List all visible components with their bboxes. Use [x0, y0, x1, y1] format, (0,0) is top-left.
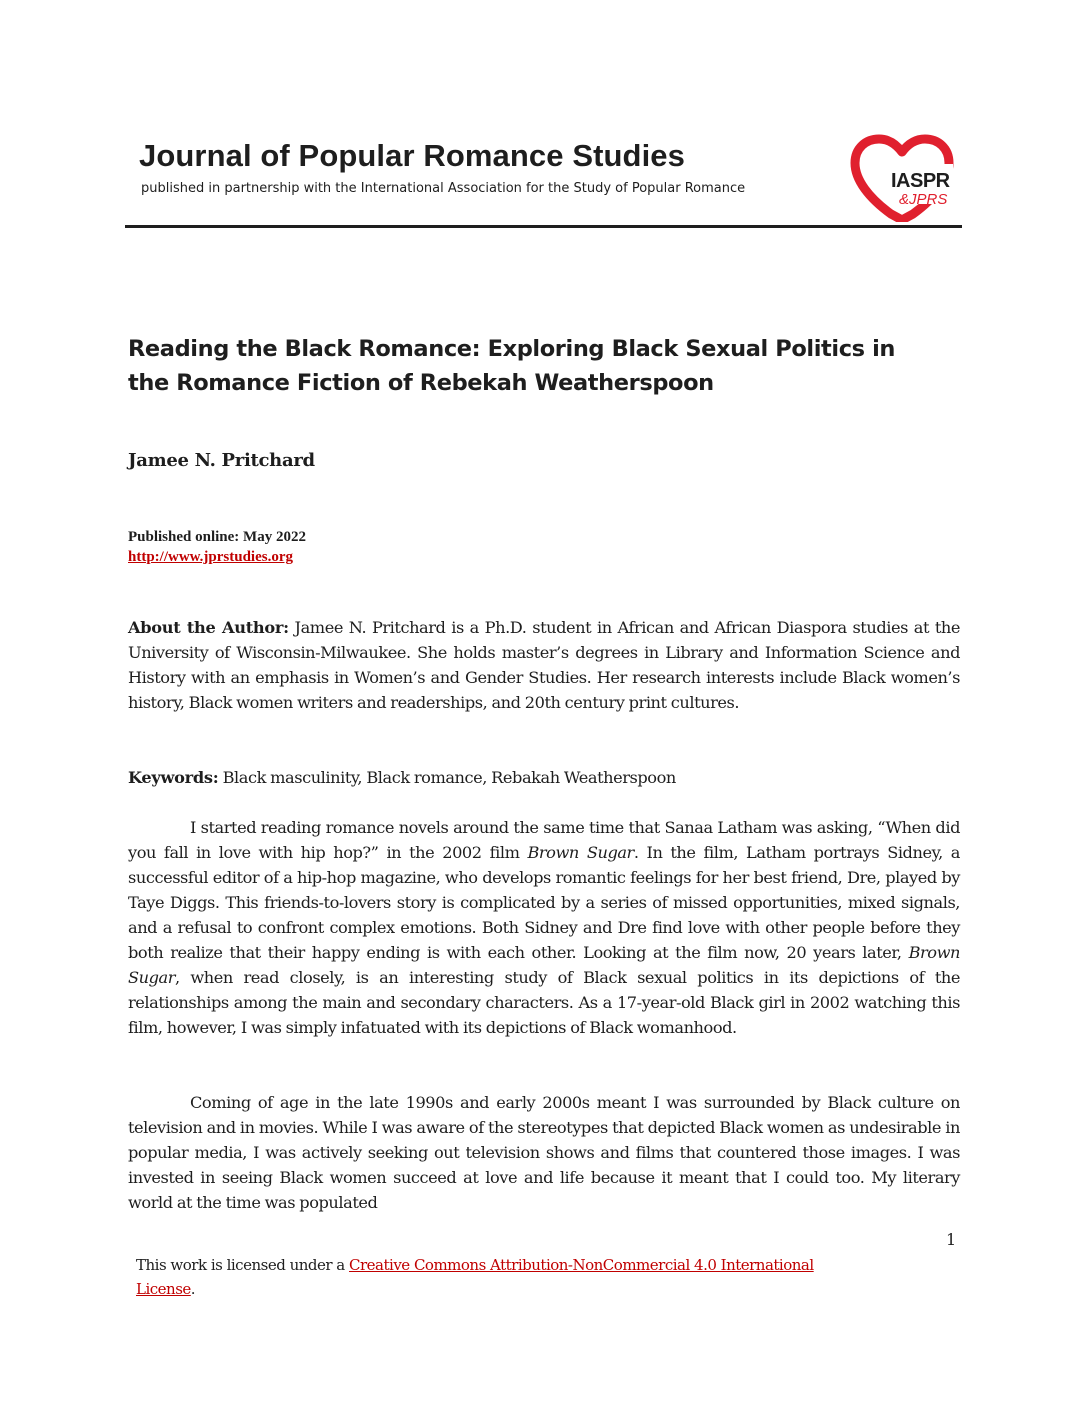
paragraph-text: I started reading romance novels around the same time that Sanaa Latham was asking, “When did you fall in love with hip hop?” in the 2002 film	[128, 818, 960, 862]
about-label: About the Author:	[128, 618, 289, 637]
journal-title: Journal of Popular Romance Studies	[139, 138, 685, 173]
journal-header	[125, 130, 962, 228]
about-text: Jamee N. Pritchard is a Ph.D. student in African and African Diaspora studies at the University of Wisconsin-Milwaukee. She holds master’s degrees in Library and Information Science and History with an emphasis in Women’s and Gender Studies. Her research interests include Black women’s history, Black women writers and readerships, and 20th century print cultures.	[128, 618, 961, 712]
author-name: Jamee N. Pritchard	[128, 450, 315, 471]
keywords-text: Black masculinity, Black romance, Rebakah Weatherspoon	[218, 768, 676, 787]
license-link[interactable]: Creative Commons Attribution-NonCommercial 4.0 International License	[136, 1256, 814, 1298]
header-rule	[125, 225, 962, 228]
license-suffix: .	[190, 1280, 196, 1298]
keywords-label: Keywords:	[128, 768, 219, 787]
license-notice	[136, 1253, 856, 1301]
page-number: 1	[946, 1230, 957, 1249]
journal-subtitle: published in partnership with the International Association for the Study of Popular Romance	[141, 181, 746, 196]
about-the-author	[128, 615, 960, 715]
publication-info	[128, 527, 306, 567]
article-title: Reading the Black Romance: Exploring Black Sexual Politics in the Romance Fiction of Rebekah Weatherspoon	[128, 336, 896, 396]
paragraph-text: , when read closely, is an interesting study of Black sexual politics in its depictions of the relationships among the main and secondary characters. As a 17-year-old Black girl in 2002 watching this film, however, I was simply infatuated with its depictions of Black womanhood.	[128, 968, 960, 1037]
license-prefix: This work is licensed under a	[136, 1256, 350, 1274]
body-paragraph-1	[128, 815, 960, 1040]
keywords	[128, 765, 960, 790]
journal-website-link[interactable]: http://www.jprstudies.org	[128, 549, 294, 565]
published-online-date: Published online: May 2022	[128, 529, 306, 545]
logo-text-main: IASPR	[891, 170, 950, 192]
body-paragraph-2	[128, 1090, 960, 1215]
paragraph-text: Coming of age in the late 1990s and early 2000s meant I was surrounded by Black culture on television and in movies. While I was aware of the stereotypes that depicted Black women as undesirable in popular media, I was actively seeking out television shows and films that countered those images. I was invested in seeing Black women succeed at love and life because it meant that I could too. My literary world at the time was populated	[128, 1093, 960, 1212]
film-title: Brown Sugar	[128, 943, 960, 987]
logo-text-sub: &JPRS	[899, 191, 948, 208]
iaspr-jprs-logo	[847, 130, 957, 222]
paragraph-text: . In the film, Latham portrays Sidney, a successful editor of a hip-hop magazine, who develops romantic feelings for her best friend, Dre, played by Taye Diggs. This friends-to-lovers story is complicated by a series of missed opportunities, mixed signals, and a refusal to confront complex emotions. Both Sidney and Dre find love with other people before they both realize that their happy ending is with each other. Looking at the film now, 20 years later,	[128, 843, 960, 962]
film-title: Brown Sugar	[527, 843, 634, 862]
